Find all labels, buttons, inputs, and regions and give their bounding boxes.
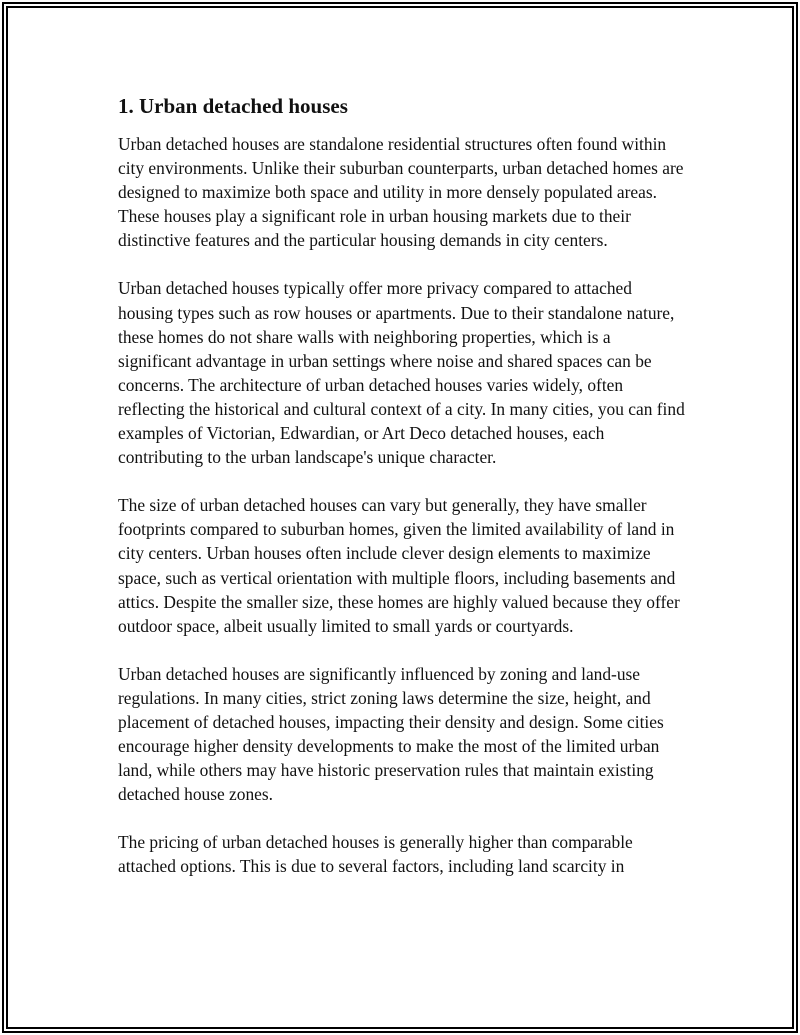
paragraph-5: The pricing of urban detached houses is generally higher than comparable attached options. This is due to several factors, including land scarcity in [118, 832, 633, 877]
paragraph-1: Urban detached houses are standalone residential structures often found within city environments. Unlike their suburban counterparts, urban detached homes are designed to maximize both space and utility in more densely populated areas. These houses play a significant role in urban housing markets due to their distinctive features and the particular housing demands in city centers. [118, 134, 684, 251]
section-title: 1. Urban detached houses [118, 94, 348, 118]
paragraph-4: Urban detached houses are significantly influenced by zoning and land-use regulations. In many cities, strict zoning laws determine the size, height, and placement of detached houses, impacting their density and design. Some cities encourage higher density developments to make the most of the limited urban land, while others may have historic preservation rules that maintain existing detached house zones. [118, 663, 664, 805]
document-body [118, 92, 688, 903]
paragraph-2: Urban detached houses typically offer more privacy compared to attached housing types such as row houses or apartments. Due to their standalone nature, these homes do not share walls with neighboring properties, which is a significant advantage in urban settings where noise and shared spaces can be concerns. The architecture of urban detached houses varies widely, often reflecting the historical and cultural context of a city. In many cities, you can find examples of Victorian, Edwardian, or Art Deco detached houses, each contributing to the urban landscape's unique character. [118, 278, 685, 468]
paragraph-3: The size of urban detached houses can vary but generally, they have smaller footprints compared to suburban homes, given the limited availability of land in city centers. Urban houses often include clever design elements to maximize space, such as vertical orientation with multiple floors, including basements and attics. Despite the smaller size, these homes are highly valued because they offer outdoor space, albeit usually limited to small yards or courtyards. [118, 495, 680, 636]
